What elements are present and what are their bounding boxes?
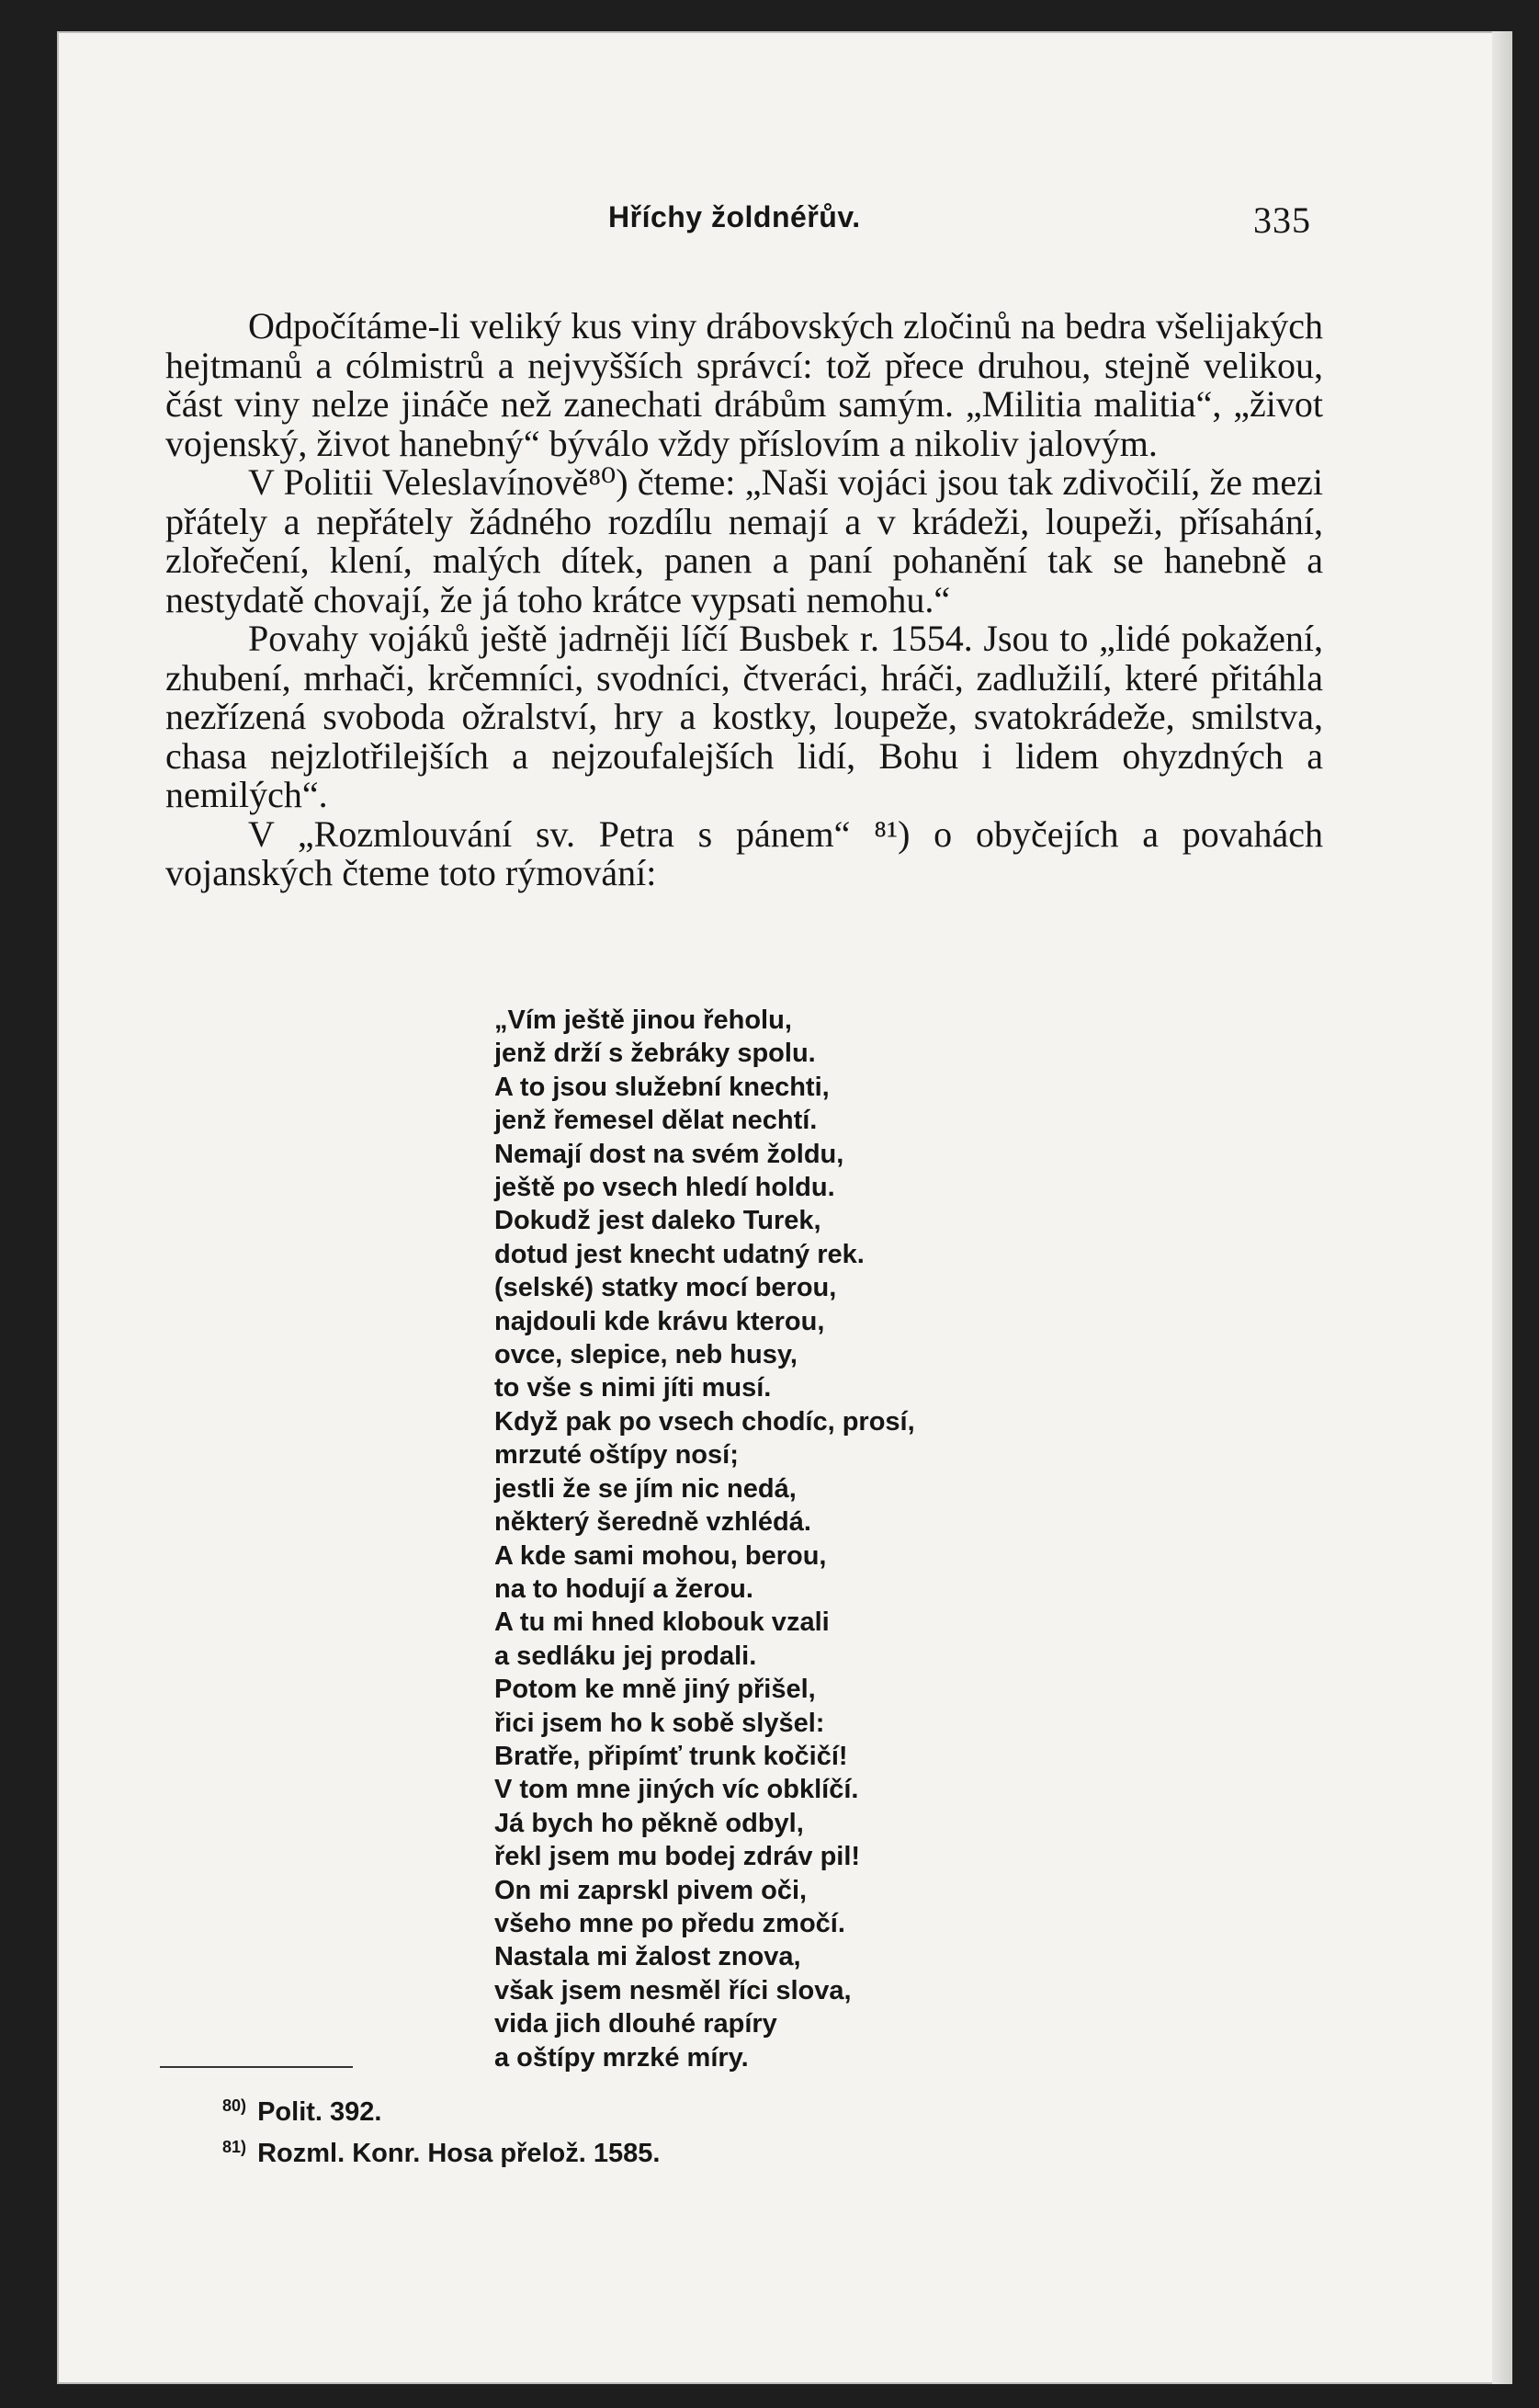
footnote-marker: 80)	[222, 2096, 247, 2115]
paragraph: V Politii Veleslavínově⁸⁰) čteme: „Naši vojáci jsou tak zdivočilí, že mezi přátely a nepřátely žádného rozdílu nemají a v krádeži, loupeži, přísahání, zlořečení, klení, malých dítek, panen a paní pohanění tak se hanebně a nestydatě chovají, že já toho krátce vypsati nemohu.“	[165, 461, 1323, 620]
verse-line: (selské) statky mocí berou,	[494, 1273, 837, 1303]
verse-line: V tom mne jiných víc obklíčí.	[494, 1775, 859, 1805]
verse-line: jestli že se jím nic nedá,	[494, 1473, 797, 1504]
footnotes	[222, 2088, 957, 2171]
verse-line: On mi zaprskl pivem oči,	[494, 1875, 808, 1905]
verse-line: Já bych ho pěkně odbyl,	[494, 1808, 804, 1838]
verse-line: Když pak po vsech chodíc, prosí,	[494, 1406, 915, 1437]
verse-line: ještě po vsech hledí holdu.	[494, 1173, 835, 1203]
verse-line: najdouli kde krávu kterou,	[494, 1306, 825, 1336]
verse-line: ovce, slepice, neb husy,	[494, 1340, 798, 1370]
running-title: Hříchy žoldnéřův.	[608, 200, 861, 233]
verse-line: Dokudž jest daleko Turek,	[494, 1206, 821, 1236]
footnote-rule	[160, 2066, 353, 2068]
book-page	[57, 31, 1512, 2384]
verse-line: některý šeredně vzhlédá.	[494, 1507, 811, 1538]
page-header	[57, 178, 1512, 241]
verse-line: mrzuté oštípy nosí;	[494, 1440, 739, 1471]
footnote-marker: 81)	[222, 2138, 247, 2156]
verse-line: řici jsem ho k sobě slyšel:	[494, 1708, 825, 1738]
verse-line: řekl jsem mu bodej zdráv pil!	[494, 1842, 861, 1872]
footnote	[222, 2088, 957, 2130]
footnote	[222, 2130, 957, 2171]
verse-block	[494, 1004, 1064, 2074]
verse-line: a oštípy mrzké míry.	[494, 2042, 749, 2073]
verse-line: A tu mi hned klobouk vzali	[494, 1607, 830, 1638]
footnote-text: Rozml. Konr. Hosa přelož. 1585.	[257, 2139, 661, 2168]
verse-line: jenž drží s žebráky spolu.	[494, 1039, 816, 1069]
page-edge	[1492, 31, 1512, 2384]
verse-line: Nemají dost na svém žoldu,	[494, 1139, 844, 1169]
verse-line: všeho mne po předu zmočí.	[494, 1908, 845, 1938]
verse-line: to vše s nimi jíti musí.	[494, 1373, 772, 1403]
verse-line: A kde sami mohou, berou,	[494, 1540, 827, 1571]
verse-line: jenž řemesel dělat nechtí.	[494, 1106, 818, 1136]
verse-line: na to hodují a žerou.	[494, 1573, 753, 1604]
verse-line: A to jsou služební knechti,	[494, 1072, 830, 1102]
body-text	[165, 307, 1323, 893]
verse-line: však jsem nesměl říci slova,	[494, 1975, 852, 2005]
verse-line: Potom ke mně jiný přišel,	[494, 1675, 816, 1705]
paragraph: Povahy vojáků ještě jadrněji líčí Busbek r. 1554. Jsou to „lidé pokažení, zhubení, mrhači, krčemníci, svodníci, čtveráci, hráči, zadlužilí, které přitáhla nezřízená svoboda ožralství, hry a kostky, loupeže, svatokrádeže, smilstva, chasa nejzlotřilejších a nejzoufalejších lidí, Bohu i lidem ohyzdných a nemilých“.	[165, 618, 1323, 815]
paragraph: V „Rozmlouvání sv. Petra s pánem“ ⁸¹) o obyčejích a povahách vojanských čteme toto rýmování:	[165, 812, 1323, 893]
verse-line: a sedláku jej prodali.	[494, 1641, 757, 1671]
paragraph: Odpočítáme-li veliký kus viny drábovských zločinů na bedra všelijakých hejtmanů a cólmistrů a nejvyšších správcí: tož přece druhou, stejně velikou, část viny nelze jináče než zanechati drábům samým. „Militia malitia“, „život vojenský, život hanebný“ býválo vždy příslovím a nikoliv jalovým.	[165, 305, 1323, 464]
footnote-text: Polit. 392.	[257, 2097, 382, 2127]
verse-line: dotud jest knecht udatný rek.	[494, 1239, 865, 1269]
verse-line: „Vím ještě jinou řeholu,	[494, 1005, 792, 1035]
page-number: 335	[1253, 199, 1311, 241]
verse-line: Nastala mi žalost znova,	[494, 1942, 801, 1972]
verse-line: Bratře, připímť trunk kočičí!	[494, 1741, 848, 1771]
verse-line: vida jich dlouhé rapíry	[494, 2009, 777, 2039]
